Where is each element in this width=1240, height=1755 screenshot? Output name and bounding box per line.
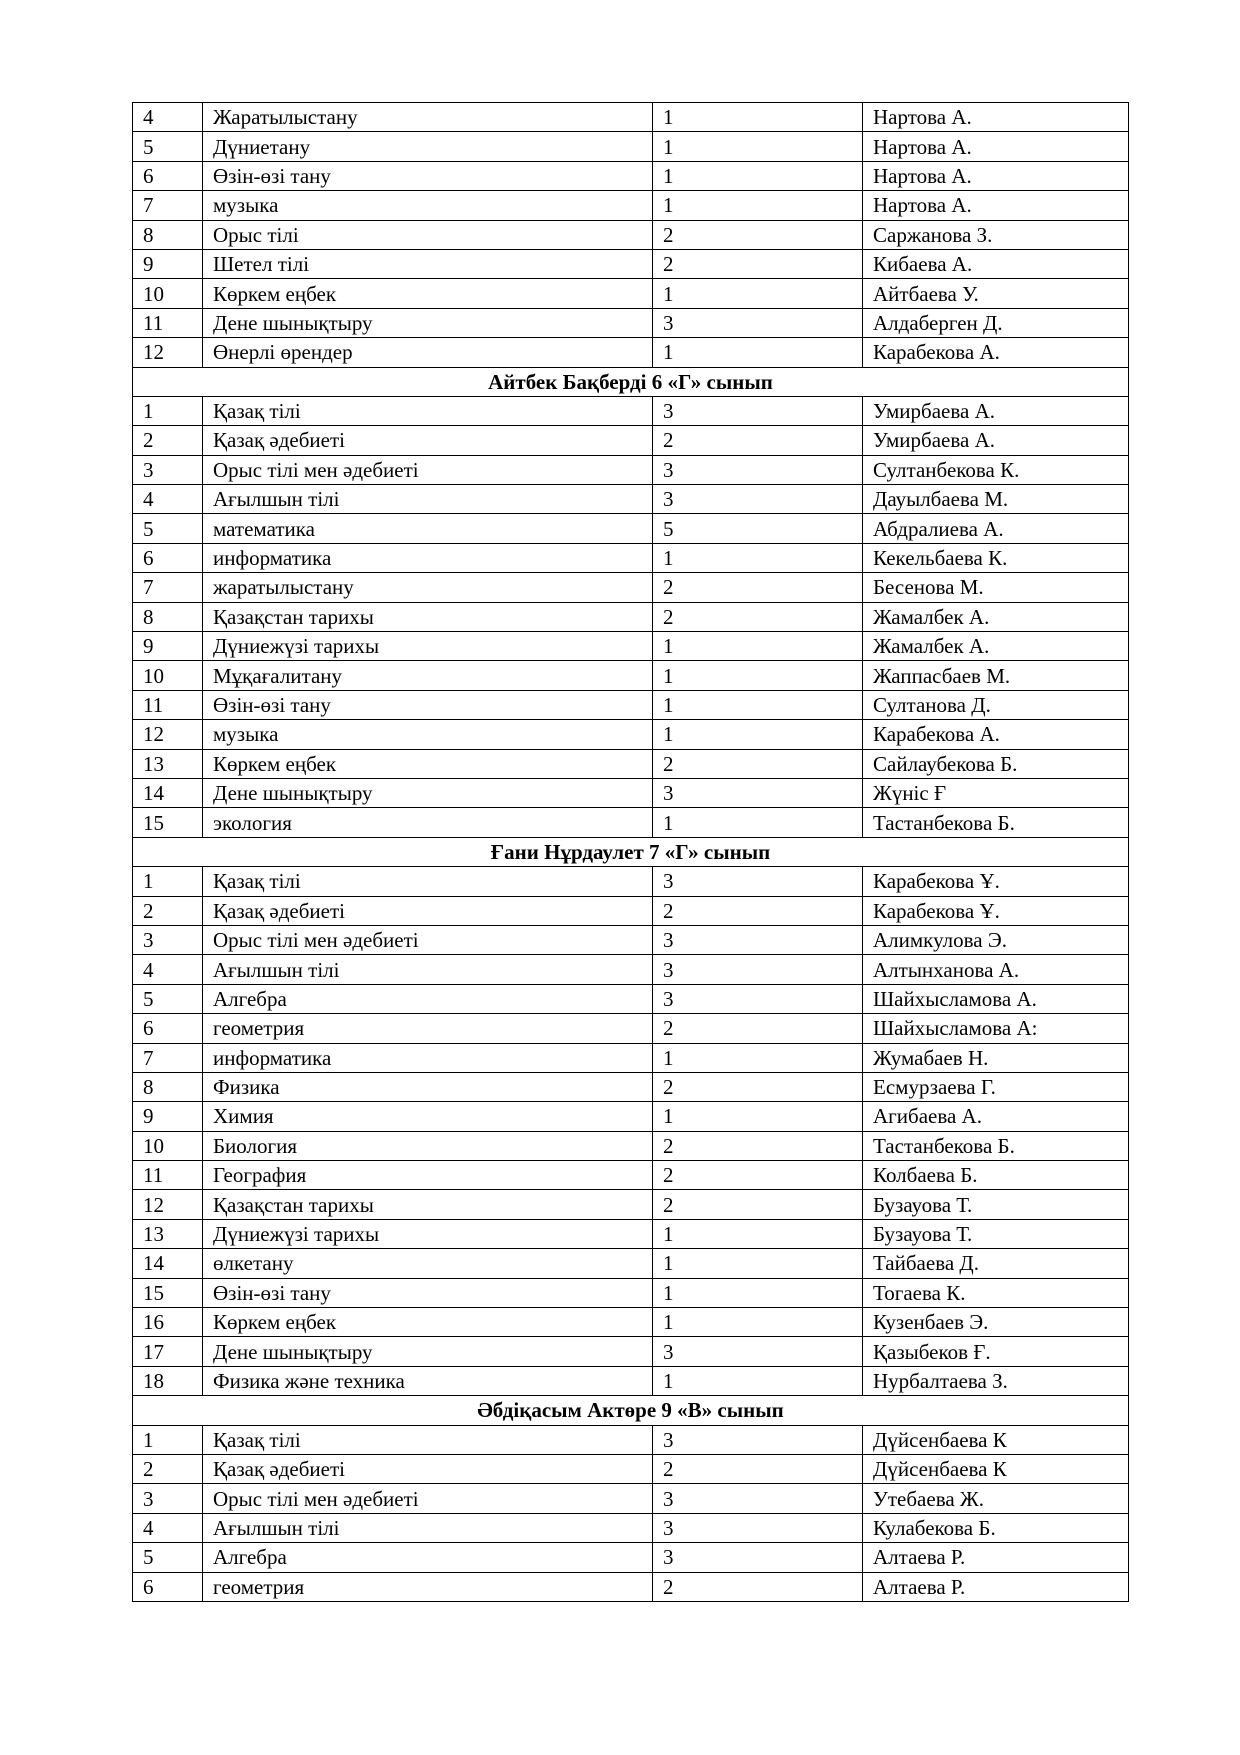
teacher-cell: Жамалбек А. xyxy=(863,602,1129,631)
row-number: 15 xyxy=(133,808,203,837)
teacher-cell: Есмурзаева Г. xyxy=(863,1072,1129,1101)
teacher-cell: Жүніс Ғ xyxy=(863,778,1129,807)
teacher-cell: Алтаева Р. xyxy=(863,1543,1129,1572)
table-row xyxy=(133,867,1129,896)
hours-cell: 3 xyxy=(653,867,863,896)
table-row xyxy=(133,485,1129,514)
subject-cell: Шетел тілі xyxy=(203,249,653,278)
teacher-cell: Кекельбаева К. xyxy=(863,543,1129,572)
subject-cell: Өзін-өзі тану xyxy=(203,1278,653,1307)
hours-cell: 3 xyxy=(653,778,863,807)
table-row xyxy=(133,279,1129,308)
table-row xyxy=(133,426,1129,455)
table-row xyxy=(133,1131,1129,1160)
row-number: 12 xyxy=(133,720,203,749)
row-number: 12 xyxy=(133,1190,203,1219)
row-number: 14 xyxy=(133,1249,203,1278)
teacher-cell: Нартова А. xyxy=(863,132,1129,161)
subject-cell: Дене шынықтыру xyxy=(203,308,653,337)
row-number: 3 xyxy=(133,1484,203,1513)
subject-cell: География xyxy=(203,1161,653,1190)
subject-cell: музыка xyxy=(203,191,653,220)
row-number: 7 xyxy=(133,1043,203,1072)
teacher-cell: Кузенбаев Э. xyxy=(863,1308,1129,1337)
hours-cell: 1 xyxy=(653,132,863,161)
teacher-cell: Жумабаев Н. xyxy=(863,1043,1129,1072)
teacher-cell: Умирбаева А. xyxy=(863,426,1129,455)
row-number: 15 xyxy=(133,1278,203,1307)
hours-cell: 1 xyxy=(653,1366,863,1395)
document-page xyxy=(132,102,1128,1602)
teacher-cell: Тайбаева Д. xyxy=(863,1249,1129,1278)
table-row xyxy=(133,1043,1129,1072)
subject-cell: Физика және техника xyxy=(203,1366,653,1395)
hours-cell: 3 xyxy=(653,396,863,425)
hours-cell: 1 xyxy=(653,161,863,190)
table-row xyxy=(133,1278,1129,1307)
subject-cell: геометрия xyxy=(203,1014,653,1043)
teacher-cell: Дүйсенбаева К xyxy=(863,1454,1129,1483)
teacher-cell: Шайхысламова А. xyxy=(863,984,1129,1013)
row-number: 11 xyxy=(133,1161,203,1190)
row-number: 8 xyxy=(133,602,203,631)
row-number: 2 xyxy=(133,896,203,925)
hours-cell: 3 xyxy=(653,485,863,514)
row-number: 4 xyxy=(133,103,203,132)
hours-cell: 2 xyxy=(653,749,863,778)
table-row xyxy=(133,632,1129,661)
teacher-cell: Нурбалтаева З. xyxy=(863,1366,1129,1395)
row-number: 6 xyxy=(133,161,203,190)
subject-cell: Қазақ тілі xyxy=(203,867,653,896)
row-number: 8 xyxy=(133,220,203,249)
subject-cell: Көркем еңбек xyxy=(203,279,653,308)
teacher-cell: Кибаева А. xyxy=(863,249,1129,278)
table-row xyxy=(133,1308,1129,1337)
subject-cell: Ағылшын тілі xyxy=(203,955,653,984)
table-row xyxy=(133,720,1129,749)
teacher-cell: Карабекова Ұ. xyxy=(863,896,1129,925)
row-number: 9 xyxy=(133,632,203,661)
hours-cell: 1 xyxy=(653,1219,863,1248)
hours-cell: 1 xyxy=(653,690,863,719)
hours-cell: 3 xyxy=(653,1484,863,1513)
subject-cell: Ағылшын тілі xyxy=(203,1513,653,1542)
subject-cell: Өнерлі өрендер xyxy=(203,338,653,367)
subject-cell: Қазақ тілі xyxy=(203,1425,653,1454)
hours-cell: 3 xyxy=(653,455,863,484)
subject-cell: математика xyxy=(203,514,653,543)
teacher-cell: Дүйсенбаева К xyxy=(863,1425,1129,1454)
row-number: 17 xyxy=(133,1337,203,1366)
table-row xyxy=(133,514,1129,543)
table-row xyxy=(133,573,1129,602)
teacher-cell: Жамалбек А. xyxy=(863,632,1129,661)
subject-cell: Көркем еңбек xyxy=(203,749,653,778)
hours-cell: 2 xyxy=(653,220,863,249)
hours-cell: 3 xyxy=(653,1513,863,1542)
hours-cell: 2 xyxy=(653,1161,863,1190)
hours-cell: 2 xyxy=(653,1572,863,1601)
teacher-cell: Бузауова Т. xyxy=(863,1190,1129,1219)
row-number: 10 xyxy=(133,279,203,308)
row-number: 1 xyxy=(133,396,203,425)
row-number: 5 xyxy=(133,984,203,1013)
table-row xyxy=(133,161,1129,190)
hours-cell: 1 xyxy=(653,1278,863,1307)
teacher-cell: Қазыбеков Ғ. xyxy=(863,1337,1129,1366)
table-row xyxy=(133,1249,1129,1278)
table-row xyxy=(133,1190,1129,1219)
teacher-cell: Алтынханова А. xyxy=(863,955,1129,984)
table-row xyxy=(133,808,1129,837)
hours-cell: 3 xyxy=(653,955,863,984)
hours-cell: 2 xyxy=(653,249,863,278)
row-number: 1 xyxy=(133,867,203,896)
teacher-cell: Нартова А. xyxy=(863,191,1129,220)
row-number: 13 xyxy=(133,1219,203,1248)
subject-cell: Орыс тілі мен әдебиеті xyxy=(203,925,653,954)
row-number: 7 xyxy=(133,191,203,220)
row-number: 11 xyxy=(133,308,203,337)
row-number: 14 xyxy=(133,778,203,807)
hours-cell: 1 xyxy=(653,1308,863,1337)
subject-cell: Алгебра xyxy=(203,1543,653,1572)
hours-cell: 3 xyxy=(653,925,863,954)
row-number: 2 xyxy=(133,426,203,455)
table-row xyxy=(133,1014,1129,1043)
teacher-cell: Умирбаева А. xyxy=(863,396,1129,425)
teacher-cell: Саржанова З. xyxy=(863,220,1129,249)
table-row xyxy=(133,132,1129,161)
subject-cell: музыка xyxy=(203,720,653,749)
subject-cell: Қазақ тілі xyxy=(203,396,653,425)
row-number: 8 xyxy=(133,1072,203,1101)
hours-cell: 2 xyxy=(653,602,863,631)
row-number: 4 xyxy=(133,1513,203,1542)
subject-cell: Дүниежүзі тарихы xyxy=(203,632,653,661)
row-number: 5 xyxy=(133,514,203,543)
teacher-cell: Агибаева А. xyxy=(863,1102,1129,1131)
row-number: 3 xyxy=(133,455,203,484)
table-row xyxy=(133,308,1129,337)
table-row xyxy=(133,1366,1129,1395)
teacher-cell: Сайлаубекова Б. xyxy=(863,749,1129,778)
subject-cell: Дене шынықтыру xyxy=(203,778,653,807)
teacher-cell: Дауылбаева М. xyxy=(863,485,1129,514)
table-row xyxy=(133,1484,1129,1513)
subject-cell: Ағылшын тілі xyxy=(203,485,653,514)
row-number: 2 xyxy=(133,1454,203,1483)
subject-cell: экология xyxy=(203,808,653,837)
subject-cell: Өзін-өзі тану xyxy=(203,161,653,190)
table-row xyxy=(133,1425,1129,1454)
teacher-cell: Шайхысламова А: xyxy=(863,1014,1129,1043)
hours-cell: 5 xyxy=(653,514,863,543)
hours-cell: 2 xyxy=(653,1190,863,1219)
teacher-cell: Алдаберген Д. xyxy=(863,308,1129,337)
table-row xyxy=(133,543,1129,572)
subject-cell: информатика xyxy=(203,543,653,572)
row-number: 16 xyxy=(133,1308,203,1337)
teacher-cell: Карабекова Ұ. xyxy=(863,867,1129,896)
subject-cell: Биология xyxy=(203,1131,653,1160)
table-row xyxy=(133,602,1129,631)
row-number: 18 xyxy=(133,1366,203,1395)
hours-cell: 3 xyxy=(653,1543,863,1572)
table-row xyxy=(133,1219,1129,1248)
teacher-cell: Нартова А. xyxy=(863,161,1129,190)
row-number: 5 xyxy=(133,1543,203,1572)
hours-cell: 3 xyxy=(653,984,863,1013)
hours-cell: 1 xyxy=(653,661,863,690)
teacher-cell: Тастанбекова Б. xyxy=(863,808,1129,837)
table-row xyxy=(133,220,1129,249)
table-row xyxy=(133,455,1129,484)
table-row xyxy=(133,749,1129,778)
hours-cell: 2 xyxy=(653,1014,863,1043)
row-number: 5 xyxy=(133,132,203,161)
subject-cell: геометрия xyxy=(203,1572,653,1601)
teacher-cell: Жаппасбаев М. xyxy=(863,661,1129,690)
table-row xyxy=(133,955,1129,984)
table-row xyxy=(133,778,1129,807)
subject-cell: жаратылыстану xyxy=(203,573,653,602)
table-row xyxy=(133,1337,1129,1366)
row-number: 3 xyxy=(133,925,203,954)
hours-cell: 1 xyxy=(653,543,863,572)
teacher-cell: Колбаева Б. xyxy=(863,1161,1129,1190)
row-number: 13 xyxy=(133,749,203,778)
row-number: 1 xyxy=(133,1425,203,1454)
teacher-cell: Айтбаева У. xyxy=(863,279,1129,308)
subject-cell: Қазақ әдебиеті xyxy=(203,1454,653,1483)
subject-cell: Алгебра xyxy=(203,984,653,1013)
teacher-cell: Нартова А. xyxy=(863,103,1129,132)
subject-cell: Физика xyxy=(203,1072,653,1101)
hours-cell: 1 xyxy=(653,1102,863,1131)
row-number: 6 xyxy=(133,543,203,572)
table-row xyxy=(133,249,1129,278)
hours-cell: 2 xyxy=(653,1131,863,1160)
teacher-cell: Кулабекова Б. xyxy=(863,1513,1129,1542)
teacher-cell: Абдралиева А. xyxy=(863,514,1129,543)
teacher-cell: Карабекова А. xyxy=(863,720,1129,749)
teacher-cell: Утебаева Ж. xyxy=(863,1484,1129,1513)
subject-cell: Қазақстан тарихы xyxy=(203,602,653,631)
row-number: 10 xyxy=(133,1131,203,1160)
row-number: 6 xyxy=(133,1572,203,1601)
hours-cell: 2 xyxy=(653,573,863,602)
subject-cell: Орыс тілі мен әдебиеті xyxy=(203,455,653,484)
table-row xyxy=(133,925,1129,954)
row-number: 4 xyxy=(133,485,203,514)
hours-cell: 2 xyxy=(653,896,863,925)
teacher-cell: Султанова Д. xyxy=(863,690,1129,719)
teacher-cell: Бузауова Т. xyxy=(863,1219,1129,1248)
hours-cell: 3 xyxy=(653,1425,863,1454)
table-row xyxy=(133,191,1129,220)
table-row xyxy=(133,690,1129,719)
subject-cell: Дүниетану xyxy=(203,132,653,161)
row-number: 12 xyxy=(133,338,203,367)
teacher-cell: Тастанбекова Б. xyxy=(863,1131,1129,1160)
hours-cell: 2 xyxy=(653,1072,863,1101)
hours-cell: 1 xyxy=(653,1249,863,1278)
hours-cell: 1 xyxy=(653,632,863,661)
subject-cell: информатика xyxy=(203,1043,653,1072)
row-number: 9 xyxy=(133,1102,203,1131)
hours-cell: 1 xyxy=(653,338,863,367)
class-section-title: Ғани Нұрдаулет 7 «Г» сынып xyxy=(133,837,1129,866)
row-number: 4 xyxy=(133,955,203,984)
row-number: 9 xyxy=(133,249,203,278)
subject-cell: Дене шынықтыру xyxy=(203,1337,653,1366)
teacher-cell: Алтаева Р. xyxy=(863,1572,1129,1601)
table-row xyxy=(133,1072,1129,1101)
subject-cell: Қазақ әдебиеті xyxy=(203,426,653,455)
class-section-header xyxy=(133,1396,1129,1425)
schedule-table xyxy=(132,102,1129,1602)
hours-cell: 2 xyxy=(653,1454,863,1483)
table-row xyxy=(133,1543,1129,1572)
hours-cell: 1 xyxy=(653,720,863,749)
table-row xyxy=(133,1161,1129,1190)
table-row xyxy=(133,984,1129,1013)
subject-cell: Орыс тілі xyxy=(203,220,653,249)
row-number: 10 xyxy=(133,661,203,690)
class-section-title: Әбдіқасым Актөре 9 «В» сынып xyxy=(133,1396,1129,1425)
class-section-header xyxy=(133,367,1129,396)
schedule-body xyxy=(133,103,1129,1602)
subject-cell: Мұқағалитану xyxy=(203,661,653,690)
hours-cell: 3 xyxy=(653,308,863,337)
table-row xyxy=(133,396,1129,425)
hours-cell: 2 xyxy=(653,426,863,455)
subject-cell: Қазақстан тарихы xyxy=(203,1190,653,1219)
subject-cell: Өзін-өзі тану xyxy=(203,690,653,719)
table-row xyxy=(133,1102,1129,1131)
subject-cell: Қазақ әдебиеті xyxy=(203,896,653,925)
teacher-cell: Султанбекова К. xyxy=(863,455,1129,484)
hours-cell: 1 xyxy=(653,1043,863,1072)
teacher-cell: Бесенова М. xyxy=(863,573,1129,602)
subject-cell: өлкетану xyxy=(203,1249,653,1278)
table-row xyxy=(133,1513,1129,1542)
subject-cell: Орыс тілі мен әдебиеті xyxy=(203,1484,653,1513)
hours-cell: 1 xyxy=(653,103,863,132)
class-section-header xyxy=(133,837,1129,866)
table-row xyxy=(133,1454,1129,1483)
teacher-cell: Алимкулова Э. xyxy=(863,925,1129,954)
row-number: 6 xyxy=(133,1014,203,1043)
teacher-cell: Тогаева К. xyxy=(863,1278,1129,1307)
table-row xyxy=(133,338,1129,367)
table-row xyxy=(133,896,1129,925)
class-section-title: Айтбек Бақберді 6 «Г» сынып xyxy=(133,367,1129,396)
subject-cell: Жаратылыстану xyxy=(203,103,653,132)
table-row xyxy=(133,103,1129,132)
subject-cell: Химия xyxy=(203,1102,653,1131)
hours-cell: 1 xyxy=(653,808,863,837)
table-row xyxy=(133,661,1129,690)
row-number: 7 xyxy=(133,573,203,602)
table-row xyxy=(133,1572,1129,1601)
hours-cell: 3 xyxy=(653,1337,863,1366)
hours-cell: 1 xyxy=(653,191,863,220)
row-number: 11 xyxy=(133,690,203,719)
subject-cell: Дүниежүзі тарихы xyxy=(203,1219,653,1248)
subject-cell: Көркем еңбек xyxy=(203,1308,653,1337)
hours-cell: 1 xyxy=(653,279,863,308)
teacher-cell: Карабекова А. xyxy=(863,338,1129,367)
